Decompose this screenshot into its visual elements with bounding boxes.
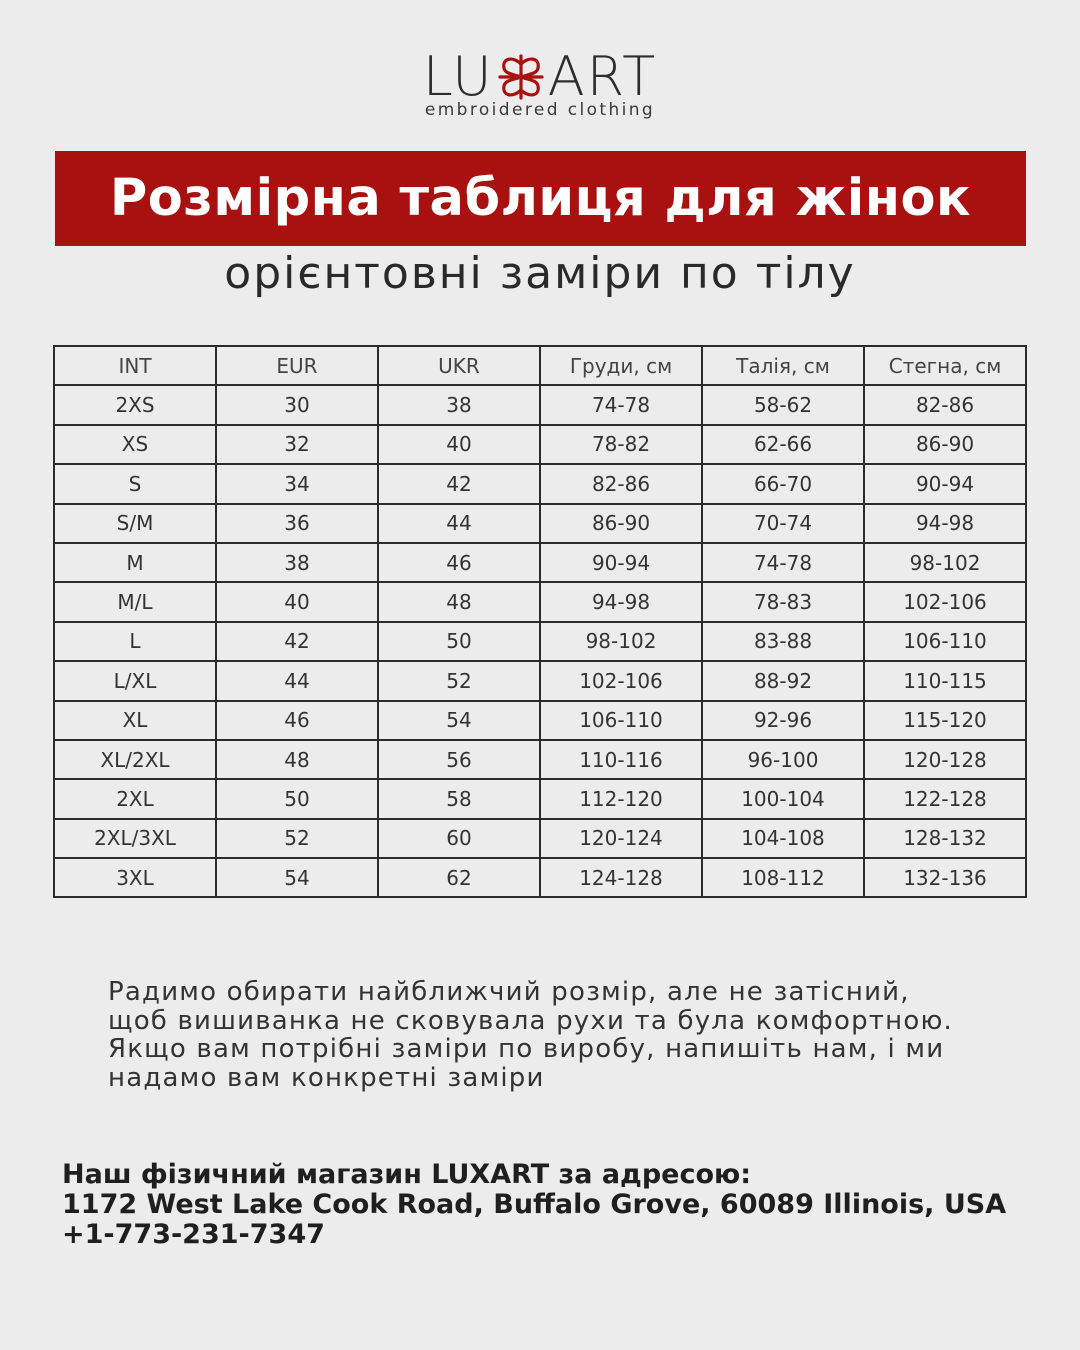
- table-cell: 82-86: [864, 385, 1026, 424]
- page-title: Розмірна таблиця для жінок: [109, 169, 972, 228]
- table-cell: XL: [54, 701, 216, 740]
- table-cell: 98-102: [540, 622, 702, 661]
- table-cell: 88-92: [702, 661, 864, 700]
- table-cell: 58-62: [702, 385, 864, 424]
- table-body: [54, 385, 1026, 897]
- table-cell: 96-100: [702, 740, 864, 779]
- table-cell: 54: [216, 858, 378, 897]
- table-cell: 52: [378, 661, 540, 700]
- table-cell: L: [54, 622, 216, 661]
- table-cell: 48: [378, 582, 540, 621]
- title-banner: [55, 151, 1026, 246]
- table-cell: 78-82: [540, 425, 702, 464]
- note-line: надамо вам конкретні заміри: [108, 1062, 545, 1093]
- embroidery-ornament-icon: [496, 52, 546, 102]
- table-row: [54, 543, 1026, 582]
- column-header: UKR: [378, 346, 540, 385]
- table-cell: 62: [378, 858, 540, 897]
- table-cell: 2XL/3XL: [54, 819, 216, 858]
- table-cell: 44: [378, 504, 540, 543]
- table-cell: 40: [216, 582, 378, 621]
- table-cell: 110-115: [864, 661, 1026, 700]
- table-cell: 50: [216, 779, 378, 818]
- table-row: [54, 425, 1026, 464]
- table-cell: 30: [216, 385, 378, 424]
- table-cell: 38: [378, 385, 540, 424]
- size-table: [53, 345, 1027, 898]
- table-cell: S/M: [54, 504, 216, 543]
- note-line: Якщо вам потрібні заміри по виробу, напишіть нам, і ми: [108, 1034, 945, 1064]
- table-cell: M/L: [54, 582, 216, 621]
- fit-advice-note: [108, 978, 1008, 1092]
- table-row: [54, 464, 1026, 503]
- table-cell: 82-86: [540, 464, 702, 503]
- table-row: [54, 858, 1026, 897]
- table-cell: 52: [216, 819, 378, 858]
- table-row: [54, 582, 1026, 621]
- table-cell: 62-66: [702, 425, 864, 464]
- table-cell: 124-128: [540, 858, 702, 897]
- column-header: EUR: [216, 346, 378, 385]
- table-cell: 86-90: [540, 504, 702, 543]
- table-cell: 120-124: [540, 819, 702, 858]
- table-cell: 94-98: [864, 504, 1026, 543]
- page-subtitle: орієнтовні заміри по тілу: [224, 248, 856, 299]
- column-header: Стегна, см: [864, 346, 1026, 385]
- note-line: щоб вишиванка не сковувала рухи та була комфортною.: [108, 1005, 953, 1036]
- table-cell: 98-102: [864, 543, 1026, 582]
- table-cell: 106-110: [864, 622, 1026, 661]
- table-cell: 92-96: [702, 701, 864, 740]
- table-cell: 132-136: [864, 858, 1026, 897]
- brand-name-right: ART: [547, 45, 658, 108]
- table-cell: 74-78: [702, 543, 864, 582]
- table-cell: 90-94: [540, 543, 702, 582]
- table-cell: 48: [216, 740, 378, 779]
- table-cell: 108-112: [702, 858, 864, 897]
- table-cell: 56: [378, 740, 540, 779]
- table-cell: 120-128: [864, 740, 1026, 779]
- store-heading: Наш фізичний магазин LUXART за адресою:: [62, 1159, 752, 1190]
- table-header-row: [54, 346, 1026, 385]
- column-header: Талія, см: [702, 346, 864, 385]
- column-header: Груди, см: [540, 346, 702, 385]
- table-cell: 58: [378, 779, 540, 818]
- table-row: [54, 740, 1026, 779]
- table-cell: XS: [54, 425, 216, 464]
- table-cell: 40: [378, 425, 540, 464]
- table-cell: 36: [216, 504, 378, 543]
- table-cell: 110-116: [540, 740, 702, 779]
- brand-wordmark: [422, 45, 658, 108]
- table-cell: 86-90: [864, 425, 1026, 464]
- table-row: [54, 504, 1026, 543]
- table-cell: 78-83: [702, 582, 864, 621]
- table-row: [54, 779, 1026, 818]
- table-cell: 100-104: [702, 779, 864, 818]
- column-header: INT: [54, 346, 216, 385]
- table-cell: 128-132: [864, 819, 1026, 858]
- store-info: [62, 1160, 1042, 1250]
- table-row: [54, 819, 1026, 858]
- table-cell: 106-110: [540, 701, 702, 740]
- table-cell: 94-98: [540, 582, 702, 621]
- table-cell: 122-128: [864, 779, 1026, 818]
- table-cell: M: [54, 543, 216, 582]
- brand-name-left: LU: [422, 45, 494, 108]
- table-cell: 83-88: [702, 622, 864, 661]
- table-cell: L/XL: [54, 661, 216, 700]
- table-cell: 104-108: [702, 819, 864, 858]
- table-cell: 46: [216, 701, 378, 740]
- table-cell: XL/2XL: [54, 740, 216, 779]
- table-cell: 70-74: [702, 504, 864, 543]
- table-row: [54, 622, 1026, 661]
- table-cell: 90-94: [864, 464, 1026, 503]
- table-row: [54, 385, 1026, 424]
- table-cell: 42: [378, 464, 540, 503]
- store-address: 1172 West Lake Cook Road, Buffalo Grove, 60089 Illinois, USA: [62, 1189, 1007, 1220]
- table-row: [54, 701, 1026, 740]
- table-cell: 66-70: [702, 464, 864, 503]
- store-phone: +1-773-231-7347: [62, 1219, 325, 1250]
- table-cell: 50: [378, 622, 540, 661]
- table-cell: 112-120: [540, 779, 702, 818]
- brand-logo: [0, 45, 1080, 120]
- table-cell: 54: [378, 701, 540, 740]
- table-cell: 60: [378, 819, 540, 858]
- table-cell: 3XL: [54, 858, 216, 897]
- table-cell: S: [54, 464, 216, 503]
- table-cell: 32: [216, 425, 378, 464]
- table-cell: 34: [216, 464, 378, 503]
- table-row: [54, 661, 1026, 700]
- table-cell: 44: [216, 661, 378, 700]
- table-cell: 115-120: [864, 701, 1026, 740]
- table-cell: 2XL: [54, 779, 216, 818]
- table-cell: 102-106: [864, 582, 1026, 621]
- brand-tagline: embroidered clothing: [424, 100, 656, 120]
- table-cell: 38: [216, 543, 378, 582]
- table-cell: 102-106: [540, 661, 702, 700]
- note-line: Радимо обирати найближчий розмір, але не затісний,: [108, 977, 910, 1007]
- table-cell: 42: [216, 622, 378, 661]
- table-cell: 74-78: [540, 385, 702, 424]
- table-cell: 2XS: [54, 385, 216, 424]
- table-cell: 46: [378, 543, 540, 582]
